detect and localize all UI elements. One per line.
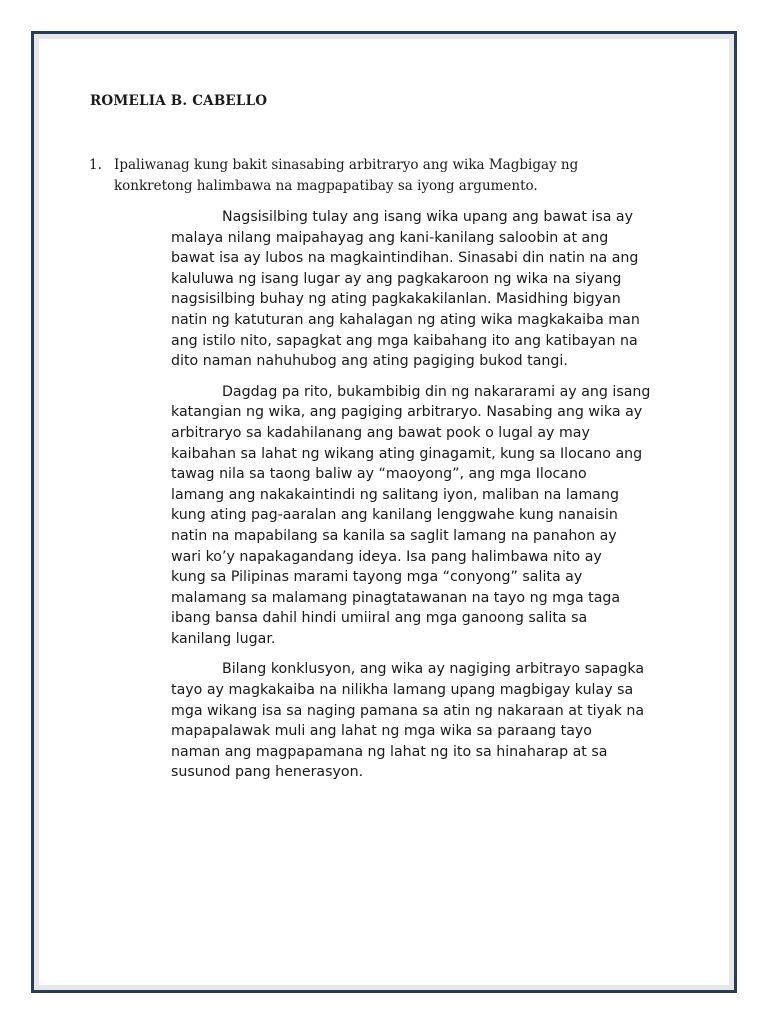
question-text: Ipaliwanag kung bakit sinasabing arbitraryo ang wika Magbigay ng konkretong halimbawa na magpapatibay sa iyong argumento. [114,157,579,194]
document-page [31,31,737,993]
answer-body [171,207,677,793]
answer-paragraph-2: Dagdag pa rito, bukambibig din ng nakararami ay ang isang katangian ng wika, ang pagiging arbitraryo. Nasabing ang wika ay arbitraryo sa kadahilanang ang bawat pook o lugal ay may kaibahan sa lahat ng wikang ating ginagamit, kung sa Ilocano ang tawag nila sa taong baliw ay “maoyong”, ang mga Ilocano lamang ang nakakaintindi ng salitang iyon, maliban na lamang kung ating pag-aaralan ang kanilang lenggwahe kung nanaisin natin na mapabilang sa kanila sa saglit lamang na panahon ay wari ko’y napakagandang ideya. Isa pang halimbawa nito ay kung sa Pilipinas marami tayong mga “conyong” salita ay malamang sa malamang pinagtatawanan na tayo ng mga taga ibang bansa dahil hindi umiiral ang mga ganoong salita sa kanilang lugar. [171,383,651,647]
question-number: 1. [89,157,102,173]
question-item [89,155,654,197]
answer-paragraph-3: Bilang konklusyon, ang wika ay nagiging arbitrayo sapagka tayo ay magkakaiba na nilikha lamang upang magbigay kulay sa mga wikang isa sa naging pamana sa atin ng nakaraan at tiyak na mapapalawak muli ang lahat ng mga wika sa paraang tayo naman ang magpapamana ng lahat ng ito sa hinaharap at sa susunod pang henerasyon. [171,661,645,781]
answer-paragraph-1: Nagsisilbing tulay ang isang wika upang ang bawat isa ay malaya nilang maipahayag ang kani-kanilang saloobin at ang bawat isa ay lubos na magkaintindihan. Sinasabi din natin na ang kaluluwa ng isang lugar ay ang pagkakaroon ng wika na siyang nagsisilbing buhay ng ating pagkakakilanlan. Masidhing bigyan natin ng katuturan ang kahalagan ng ating wika magkakaiba man ang istilo nito, sapagkat ang mga kaibahang ito ang katibayan na dito naman nahuhubog ang ating pagiging bukod tangi. [171,209,640,370]
author-name: ROMELIA B. CABELLO [90,93,268,109]
